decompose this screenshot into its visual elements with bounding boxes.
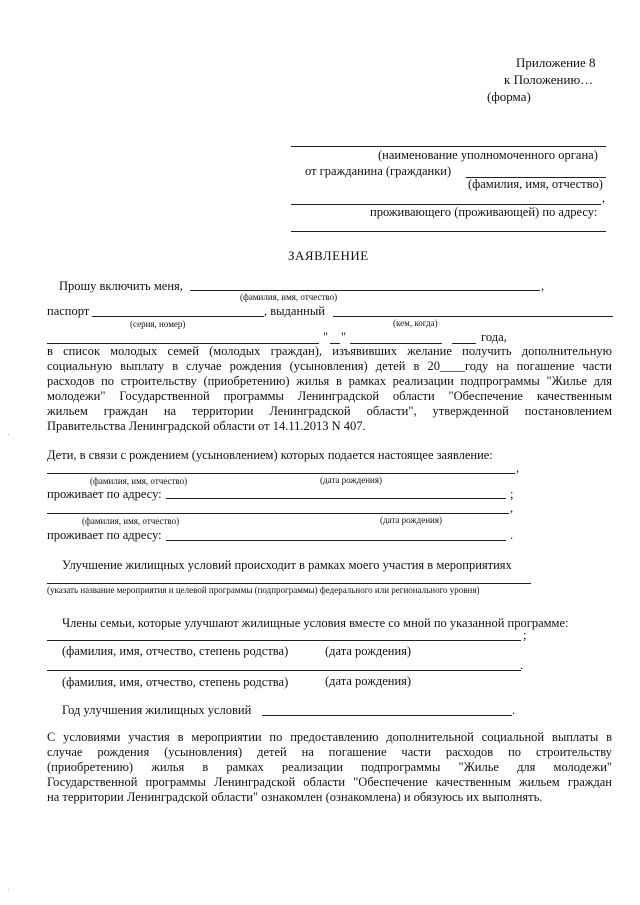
children-intro: Дети, в связи с рождением (усыновлением) которых подается настоящее заявление: xyxy=(47,448,493,462)
scan-mark: ˈ xyxy=(7,888,11,899)
member2-caption: (фамилия, имя, отчество, степень родства) xyxy=(62,675,289,689)
child1-fio-line[interactable] xyxy=(47,473,515,474)
appendix-reference: к Положению… xyxy=(504,72,594,87)
child1-comma: , xyxy=(516,461,520,475)
organ-line[interactable] xyxy=(291,146,606,147)
conditions-line-3: (приобретению) жилья в рамках реализации подпрограммы "Жилье для молодежи" xyxy=(47,760,612,774)
member2-period: . xyxy=(520,658,524,672)
fio-caption: (фамилия, имя, отчество) xyxy=(468,177,603,191)
child2-fio-caption: (фамилия, имя, отчество) xyxy=(82,516,180,526)
conditions-line-5: на территории Ленинградской области" ознакомлен (ознакомлена) и обязуюсь их выполнять. xyxy=(47,790,543,804)
request-paragraph xyxy=(47,344,612,434)
from-citizen-label: от гражданина (гражданки) xyxy=(305,164,452,178)
applicant-comma: , xyxy=(541,279,545,293)
conditions-line-4: Государственной программы Ленинградской области "Обеспечение качественным жильем граждан xyxy=(47,775,612,789)
document-title: ЗАЯВЛЕНИЕ xyxy=(288,248,369,263)
request-line-3: расходов по строительству (приобретению) жилья в рамках реализации подпрограммы "Жилье для xyxy=(47,374,612,388)
request-line-1: в список молодых семей (молодых граждан), изъявивших желание получить дополнительную xyxy=(47,344,612,358)
child1-address-line[interactable] xyxy=(166,498,506,499)
conditions-line-1: С условиями участия в мероприятии по предоставлению дополнительной социальной выплаты в xyxy=(47,730,612,744)
scan-mark: ˈ xyxy=(7,433,11,444)
child2-comma: , xyxy=(510,501,514,515)
child2-dob-caption: (дата рождения) xyxy=(380,515,442,525)
fio-comma: , xyxy=(602,191,606,205)
family-intro: Члены семьи, которые улучшают жилищные условия вместе со мной по указанной программе: xyxy=(62,616,569,630)
member1-dob-caption: (дата рождения) xyxy=(325,644,412,658)
child2-fio-line[interactable] xyxy=(47,513,509,514)
conditions-line-2: случае рождения (усыновления) детей на погашение части расходов по строительству xyxy=(47,745,612,759)
member1-semicolon: ; xyxy=(523,628,527,642)
member1-line[interactable] xyxy=(47,640,521,641)
child2-address-label: проживает по адресу: xyxy=(47,528,162,542)
request-line-5: жильем граждан на территории Ленинградской области", утвержденной постановлением xyxy=(47,404,612,418)
request-line-2: социальную выплату в случае рождения (усыновления) детей в 20____году на погашение части xyxy=(47,359,612,373)
child1-fio-caption: (фамилия, имя, отчество) xyxy=(90,476,188,486)
applicant-fio-caption: (фамилия, имя, отчество) xyxy=(240,292,338,302)
year-word: года, xyxy=(481,330,507,344)
address-line[interactable] xyxy=(291,231,606,232)
improvement-line[interactable] xyxy=(47,583,531,584)
appendix-number: Приложение 8 xyxy=(516,55,596,70)
request-line-6: Правительства Ленинградской области от 14.11.2013 N 407. xyxy=(47,419,366,433)
issued-label: , выданный xyxy=(264,304,325,318)
include-me-label: Прошу включить меня, xyxy=(59,279,183,293)
date-quote-close: " xyxy=(341,330,347,344)
improvement-text: Улучшение жилищных условий происходит в рамках моего участия в мероприятиях xyxy=(62,558,512,572)
issued-by-line[interactable] xyxy=(333,316,613,317)
request-line-4: молодежи" Государственной программы Ленинградской области "Обеспечение качественным xyxy=(47,389,612,403)
child2-address-line[interactable] xyxy=(166,540,506,541)
child2-period: . xyxy=(510,528,514,542)
form-label: (форма) xyxy=(487,89,531,104)
improvement-caption: (указать название мероприятия и целевой программы (подпрограммы) федерального или регионального уровня) xyxy=(47,585,480,595)
child1-address-label: проживает по адресу: xyxy=(47,487,162,501)
conditions-paragraph xyxy=(47,730,612,805)
passport-label: паспорт xyxy=(47,304,90,318)
residing-label: проживающего (проживающей) по адресу: xyxy=(370,205,598,219)
member2-line[interactable] xyxy=(47,670,521,671)
organ-caption: (наименование уполномоченного органа) xyxy=(378,148,598,162)
child1-dob-caption: (дата рождения) xyxy=(320,475,382,485)
year-line[interactable] xyxy=(262,715,512,716)
date-quote-open: " xyxy=(323,330,329,344)
member1-caption: (фамилия, имя, отчество, степень родства) xyxy=(62,644,289,658)
child1-semicolon: ; xyxy=(510,487,514,501)
applicant-fio-line[interactable] xyxy=(190,290,540,291)
issued-by-caption: (кем, когда) xyxy=(393,318,438,328)
year-label: Год улучшения жилищных условий xyxy=(62,703,252,717)
series-number-caption: (серия, номер) xyxy=(130,319,186,329)
member2-dob-caption: (дата рождения) xyxy=(325,674,412,688)
year-period: . xyxy=(512,703,516,717)
passport-number-line[interactable] xyxy=(92,316,264,317)
